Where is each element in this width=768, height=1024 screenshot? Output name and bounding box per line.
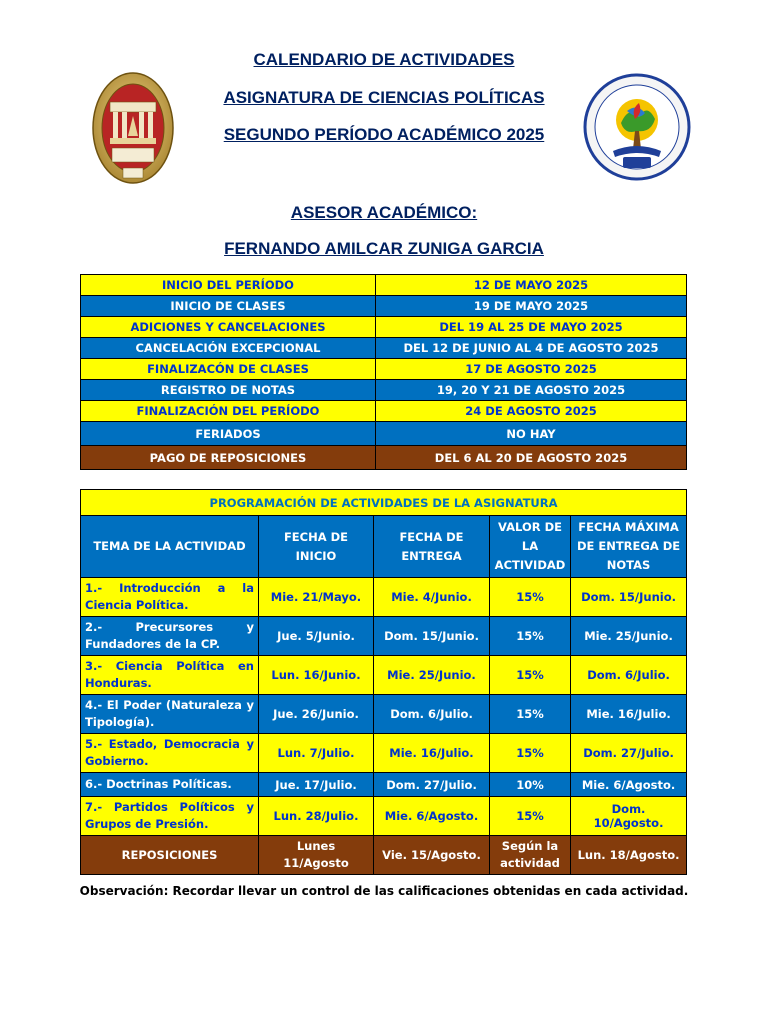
activity-start: Jue. 17/Julio.	[259, 773, 374, 797]
calendar-table	[80, 274, 687, 470]
activity-value: 10%	[490, 773, 571, 797]
activity-value: 15%	[490, 797, 571, 836]
activity-row	[81, 695, 687, 734]
activity-value: 15%	[490, 734, 571, 773]
header-tema: TEMA DE LA ACTIVIDAD	[81, 516, 259, 578]
calendar-value: DEL 6 AL 20 DE AGOSTO 2025	[376, 446, 687, 470]
reposiciones-activity-start: Lunes 11/Agosto	[259, 836, 374, 875]
advisor-label: ASESOR ACADÉMICO:	[290, 203, 478, 222]
calendar-label: INICIO DEL PERÍODO	[81, 275, 376, 296]
activities-table-title: PROGRAMACIÓN DE ACTIVIDADES DE LA ASIGNATURA	[81, 490, 687, 516]
calendar-label: CANCELACIÓN EXCEPCIONAL	[81, 338, 376, 359]
activity-topic: 7.- Partidos Políticos y Grupos de Presión.	[81, 797, 259, 836]
calendar-value: DEL 12 DE JUNIO AL 4 DE AGOSTO 2025	[376, 338, 687, 359]
activity-topic: 2.- Precursores y Fundadores de la CP.	[81, 617, 259, 656]
activity-due: Mie. 6/Agosto.	[374, 797, 490, 836]
activity-max-date: Dom. 10/Agosto.	[571, 797, 687, 836]
activity-topic: 6.- Doctrinas Políticas.	[81, 773, 259, 797]
calendar-row	[81, 446, 687, 470]
activity-row	[81, 578, 687, 617]
activity-row	[81, 773, 687, 797]
calendar-label: FINALIZACIÓN DEL PERÍODO	[81, 401, 376, 422]
calendar-label: FINALIZACÓN DE CLASES	[81, 359, 376, 380]
activity-row	[81, 617, 687, 656]
activity-row	[81, 656, 687, 695]
activity-value: 15%	[490, 695, 571, 734]
activities-table	[80, 489, 687, 875]
activity-max-date: Mie. 16/Julio.	[571, 695, 687, 734]
activity-start: Jue. 26/Junio.	[259, 695, 374, 734]
activity-value: 15%	[490, 578, 571, 617]
activity-start: Mie. 21/Mayo.	[259, 578, 374, 617]
activity-max-date: Mie. 25/Junio.	[571, 617, 687, 656]
reposiciones-activity-due: Vie. 15/Agosto.	[374, 836, 490, 875]
activity-topic: 3.- Ciencia Política en Honduras.	[81, 656, 259, 695]
calendar-label: INICIO DE CLASES	[81, 296, 376, 317]
header-fecha-entrega: FECHA DE ENTREGA	[374, 516, 490, 578]
calendar-row	[81, 380, 687, 401]
activity-topic: 1.- Introducción a la Ciencia Política.	[81, 578, 259, 617]
calendar-value: NO HAY	[376, 422, 687, 446]
activity-due: Mie. 16/Julio.	[374, 734, 490, 773]
activity-start: Lun. 28/Julio.	[259, 797, 374, 836]
activity-start: Lun. 7/Julio.	[259, 734, 374, 773]
calendar-row	[81, 359, 687, 380]
advisor-name: FERNANDO AMILCAR ZUNIGA GARCIA	[224, 239, 544, 258]
calendar-value: 24 DE AGOSTO 2025	[376, 401, 687, 422]
activity-due: Dom. 27/Julio.	[374, 773, 490, 797]
calendar-label: FERIADOS	[81, 422, 376, 446]
reposiciones-activity-topic: REPOSICIONES	[81, 836, 259, 875]
activity-max-date: Dom. 6/Julio.	[571, 656, 687, 695]
unah-crest-icon	[92, 72, 174, 184]
calendar-row	[81, 275, 687, 296]
activity-max-date: Dom. 15/Junio.	[571, 578, 687, 617]
activity-due: Dom. 6/Julio.	[374, 695, 490, 734]
header-fecha-inicio: FECHA DE INICIO	[259, 516, 374, 578]
ciencias-sociales-tree-icon	[583, 73, 691, 181]
title-calendario: CALENDARIO DE ACTIVIDADES	[253, 50, 515, 69]
activity-max-date: Mie. 6/Agosto.	[571, 773, 687, 797]
calendar-label: ADICIONES Y CANCELACIONES	[81, 317, 376, 338]
calendar-value: 12 DE MAYO 2025	[376, 275, 687, 296]
activity-topic: 4.- El Poder (Naturaleza y Tipología).	[81, 695, 259, 734]
activity-start: Jue. 5/Junio.	[259, 617, 374, 656]
calendar-value: 17 DE AGOSTO 2025	[376, 359, 687, 380]
title-periodo: SEGUNDO PERÍODO ACADÉMICO 2025	[223, 125, 545, 144]
calendar-row	[81, 296, 687, 317]
calendar-row	[81, 338, 687, 359]
activity-row	[81, 734, 687, 773]
calendar-label: PAGO DE REPOSICIONES	[81, 446, 376, 470]
header-valor: VALOR DE LA ACTIVIDAD	[490, 516, 571, 578]
calendar-value: DEL 19 AL 25 DE MAYO 2025	[376, 317, 687, 338]
title-asignatura: ASIGNATURA DE CIENCIAS POLÍTICAS	[223, 88, 545, 107]
observation-note: Observación: Recordar llevar un control de las calificaciones obtenidas en cada actividad.	[79, 884, 689, 898]
activity-due: Mie. 25/Junio.	[374, 656, 490, 695]
reposiciones-activity-max-date: Lun. 18/Agosto.	[571, 836, 687, 875]
activity-value: 15%	[490, 656, 571, 695]
calendar-label: REGISTRO DE NOTAS	[81, 380, 376, 401]
activity-start: Lun. 16/Junio.	[259, 656, 374, 695]
activity-value: 15%	[490, 617, 571, 656]
activity-topic: 5.- Estado, Democracia y Gobierno.	[81, 734, 259, 773]
activity-due: Mie. 4/Junio.	[374, 578, 490, 617]
activity-due: Dom. 15/Junio.	[374, 617, 490, 656]
calendar-value: 19, 20 Y 21 DE AGOSTO 2025	[376, 380, 687, 401]
calendar-row	[81, 317, 687, 338]
calendar-row	[81, 422, 687, 446]
reposiciones-row	[81, 836, 687, 875]
calendar-row	[81, 401, 687, 422]
activity-max-date: Dom. 27/Julio.	[571, 734, 687, 773]
activity-row	[81, 797, 687, 836]
header-fecha-maxima: FECHA MÁXIMA DE ENTREGA DE NOTAS	[571, 516, 687, 578]
reposiciones-activity-value: Según la actividad	[490, 836, 571, 875]
calendar-value: 19 DE MAYO 2025	[376, 296, 687, 317]
